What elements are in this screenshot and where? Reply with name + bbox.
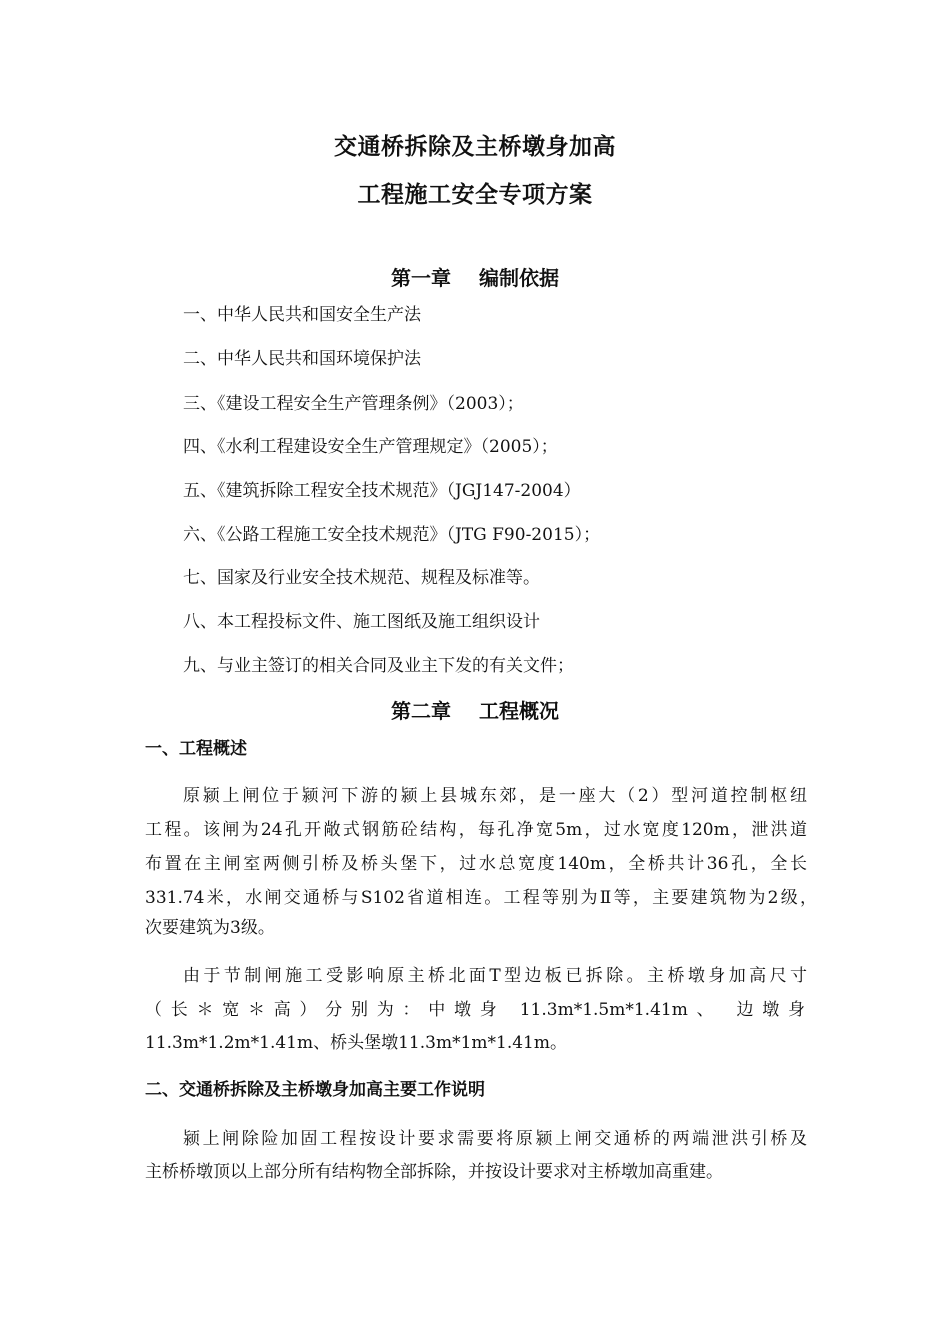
chapter-1-heading — [0, 262, 950, 291]
chapter-2-heading — [0, 695, 950, 724]
basis-item: 二、中华人民共和国环境保护法 — [183, 349, 421, 369]
basis-item: 六、《公路工程施工安全技术规范》（JTG F90-2015）； — [183, 525, 601, 545]
paragraph-line: 原颍上闸位于颍河下游的颍上县城东郊，是一座大（2）型河道控制枢纽 — [183, 786, 807, 806]
document-title-line-2: 工程施工安全专项方案 — [357, 182, 593, 208]
basis-item: 一、中华人民共和国安全生产法 — [183, 305, 421, 325]
basis-item: 四、《水利工程建设安全生产管理规定》（2005）； — [183, 437, 558, 457]
paragraph-line: 次要建筑为3级。 — [145, 918, 275, 938]
chapter-2-number: 第二章 — [391, 699, 451, 723]
basis-item: 三、《建设工程安全生产管理条例》（2003）； — [183, 394, 524, 414]
chapter-1-name: 编制依据 — [479, 266, 559, 290]
basis-item: 五、《建筑拆除工程安全技术规范》（JGJ147-2004） — [183, 481, 581, 501]
chapter-1-number: 第一章 — [391, 266, 451, 290]
section-1-heading: 一、工程概述 — [145, 739, 247, 759]
paragraph-line: 由于节制闸施工受影响原主桥北面T型边板已拆除。主桥墩身加高尺寸 — [183, 966, 807, 986]
paragraph-line: 颍上闸除险加固工程按设计要求需要将原颍上闸交通桥的两端泄洪引桥及 — [183, 1129, 807, 1149]
paragraph-line: 布置在主闸室两侧引桥及桥头堡下，过水总宽度140m，全桥共计36孔，全长 — [145, 854, 807, 874]
paragraph-line: 331.74米，水闸交通桥与S102省道相连。工程等别为Ⅱ等，主要建筑物为2级， — [145, 888, 817, 908]
basis-item: 八、本工程投标文件、施工图纸及施工组织设计 — [183, 612, 540, 632]
chapter-2-name: 工程概况 — [479, 699, 559, 723]
paragraph-line: 主桥桥墩顶以上部分所有结构物全部拆除，并按设计要求对主桥墩加高重建。 — [145, 1162, 723, 1182]
paragraph-line: 工程。该闸为24孔开敞式钢筋砼结构，每孔净宽5m，过水宽度120m，泄洪道 — [145, 820, 807, 840]
basis-item: 七、国家及行业安全技术规范、规程及标准等。 — [183, 568, 540, 588]
basis-item: 九、与业主签订的相关合同及业主下发的有关文件； — [183, 656, 574, 676]
section-2-heading: 二、交通桥拆除及主桥墩身加高主要工作说明 — [145, 1080, 485, 1100]
document-title-line-1: 交通桥拆除及主桥墩身加高 — [334, 134, 616, 160]
paragraph-line: 11.3m*1.2m*1.41m、桥头堡墩11.3m*1m*1.41m。 — [145, 1033, 567, 1053]
paragraph-line: （长＊宽＊高）分别为：中墩身 11.3m*1.5m*1.41m、 边墩身 — [145, 1000, 805, 1020]
